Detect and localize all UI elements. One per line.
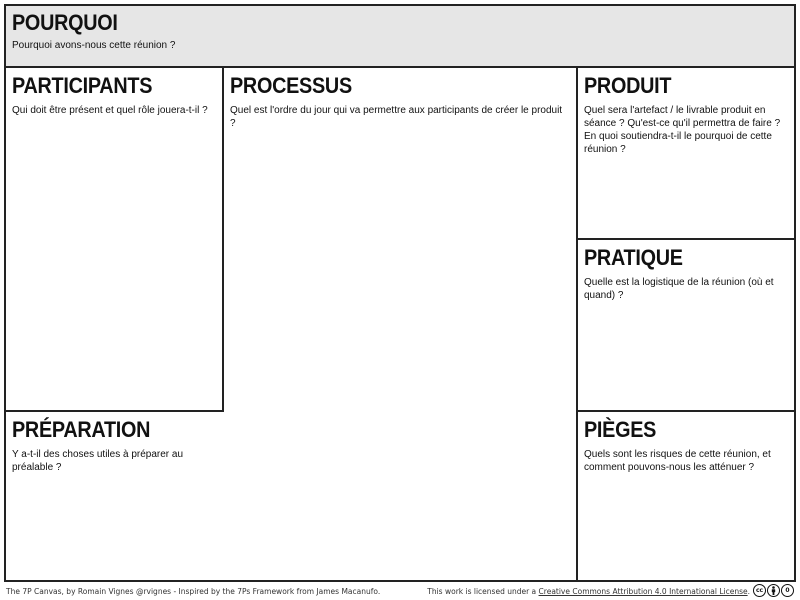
zero-icon: 0 — [781, 584, 794, 597]
section-participants — [6, 68, 224, 412]
section-description: Quel sera l'artefact / le livrable produit en séance ? Qu'est-ce qu'il permettra de faire ? En quoi soutiendra-t-il le pourquoi de cette réunion ? — [584, 105, 781, 155]
section-title: PARTICIPANTS — [12, 73, 153, 98]
cc-icon: cc — [753, 584, 766, 597]
section-pieges — [578, 412, 794, 580]
license-prefix: This work is licensed under a — [427, 587, 537, 596]
section-produit — [578, 68, 794, 240]
canvas — [4, 4, 796, 582]
footer-credit: The 7P Canvas, by Romain Vignes @rvignes - Inspired by the 7Ps Framework from James Macanufo. — [6, 587, 381, 596]
license-badge[interactable] — [753, 584, 794, 598]
section-title: PRATIQUE — [584, 245, 683, 270]
footer — [6, 586, 794, 598]
section-title: PRODUIT — [584, 73, 672, 98]
section-description: Qui doit être présent et quel rôle jouera-t-il ? — [12, 105, 208, 116]
footer-license — [427, 586, 750, 598]
section-title: POURQUOI — [12, 10, 118, 35]
section-title: PROCESSUS — [230, 73, 352, 98]
section-pratique — [578, 240, 794, 412]
section-preparation — [6, 412, 224, 580]
section-description: Quelle est la logistique de la réunion (où et quand) ? — [584, 277, 774, 301]
section-processus — [224, 68, 578, 580]
section-description: Quels sont les risques de cette réunion, et comment pouvons-nous les atténuer ? — [584, 449, 771, 473]
section-description: Y a-t-il des choses utiles à préparer au préalable ? — [12, 449, 184, 473]
section-pourquoi — [6, 6, 794, 68]
section-title: PRÉPARATION — [12, 417, 151, 442]
license-suffix: . — [747, 587, 750, 596]
section-description: Quel est l'ordre du jour qui va permettre aux participants de créer le produit ? — [230, 105, 563, 129]
section-title: PIÈGES — [584, 417, 657, 442]
section-description: Pourquoi avons-nous cette réunion ? — [12, 40, 176, 51]
license-link[interactable]: Creative Commons Attribution 4.0 International License — [538, 587, 748, 596]
by-icon — [767, 584, 780, 597]
